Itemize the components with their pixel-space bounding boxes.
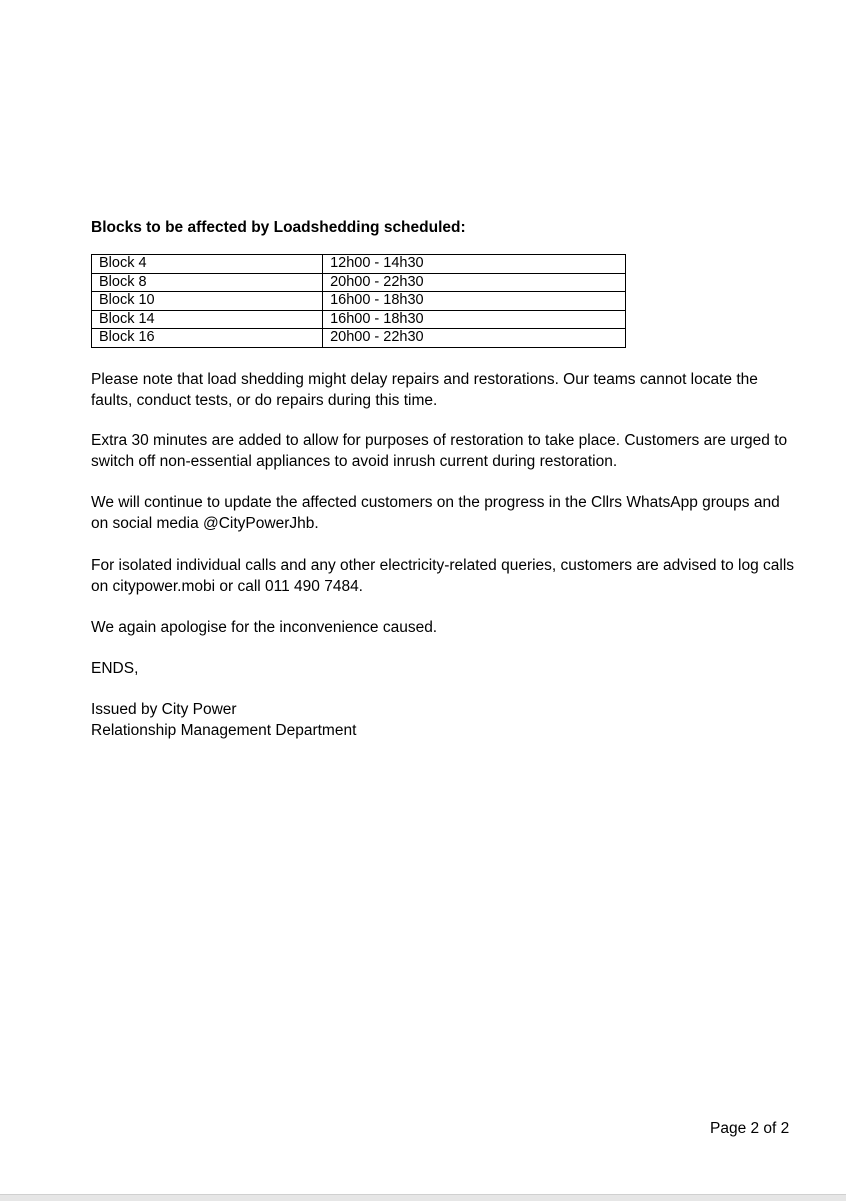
schedule-table: [91, 254, 626, 348]
block-cell: Block 8: [92, 273, 323, 292]
extra-minutes-paragraph: Extra 30 minutes are added to allow for purposes of restoration to take place. Customers are urged to switch off non-essential appliances to avoid inrush current during restoration.: [91, 432, 788, 470]
issuer-line: Issued by City Power: [91, 701, 237, 718]
table-row: [92, 329, 626, 348]
block-cell: Block 16: [92, 329, 323, 348]
time-cell: 20h00 - 22h30: [323, 329, 626, 348]
ends-line: ENDS,: [91, 660, 139, 677]
block-cell: Block 4: [92, 255, 323, 274]
updates-paragraph: We will continue to update the affected customers on the progress in the Cllrs WhatsApp groups and on social media @CityPowerJhb.: [91, 494, 780, 532]
page-number: Page 2 of 2: [710, 1120, 790, 1137]
repairs-delay-paragraph: Please note that load shedding might delay repairs and restorations. Our teams cannot locate the faults, conduct tests, or do repairs during this time.: [91, 371, 758, 409]
block-cell: Block 10: [92, 292, 323, 311]
table-row: [92, 255, 626, 274]
block-cell: Block 14: [92, 310, 323, 329]
table-row: [92, 292, 626, 311]
time-cell: 16h00 - 18h30: [323, 310, 626, 329]
time-cell: 16h00 - 18h30: [323, 292, 626, 311]
schedule-heading: Blocks to be affected by Loadshedding scheduled:: [91, 219, 466, 236]
apology-paragraph: We again apologise for the inconvenience caused.: [91, 619, 438, 636]
time-cell: 12h00 - 14h30: [323, 255, 626, 274]
table-row: [92, 273, 626, 292]
queries-paragraph: For isolated individual calls and any other electricity-related queries, customers are advised to log calls on citypower.mobi or call 011 490 7484.: [91, 557, 795, 595]
department-line: Relationship Management Department: [91, 722, 357, 739]
time-cell: 20h00 - 22h30: [323, 273, 626, 292]
table-row: [92, 310, 626, 329]
